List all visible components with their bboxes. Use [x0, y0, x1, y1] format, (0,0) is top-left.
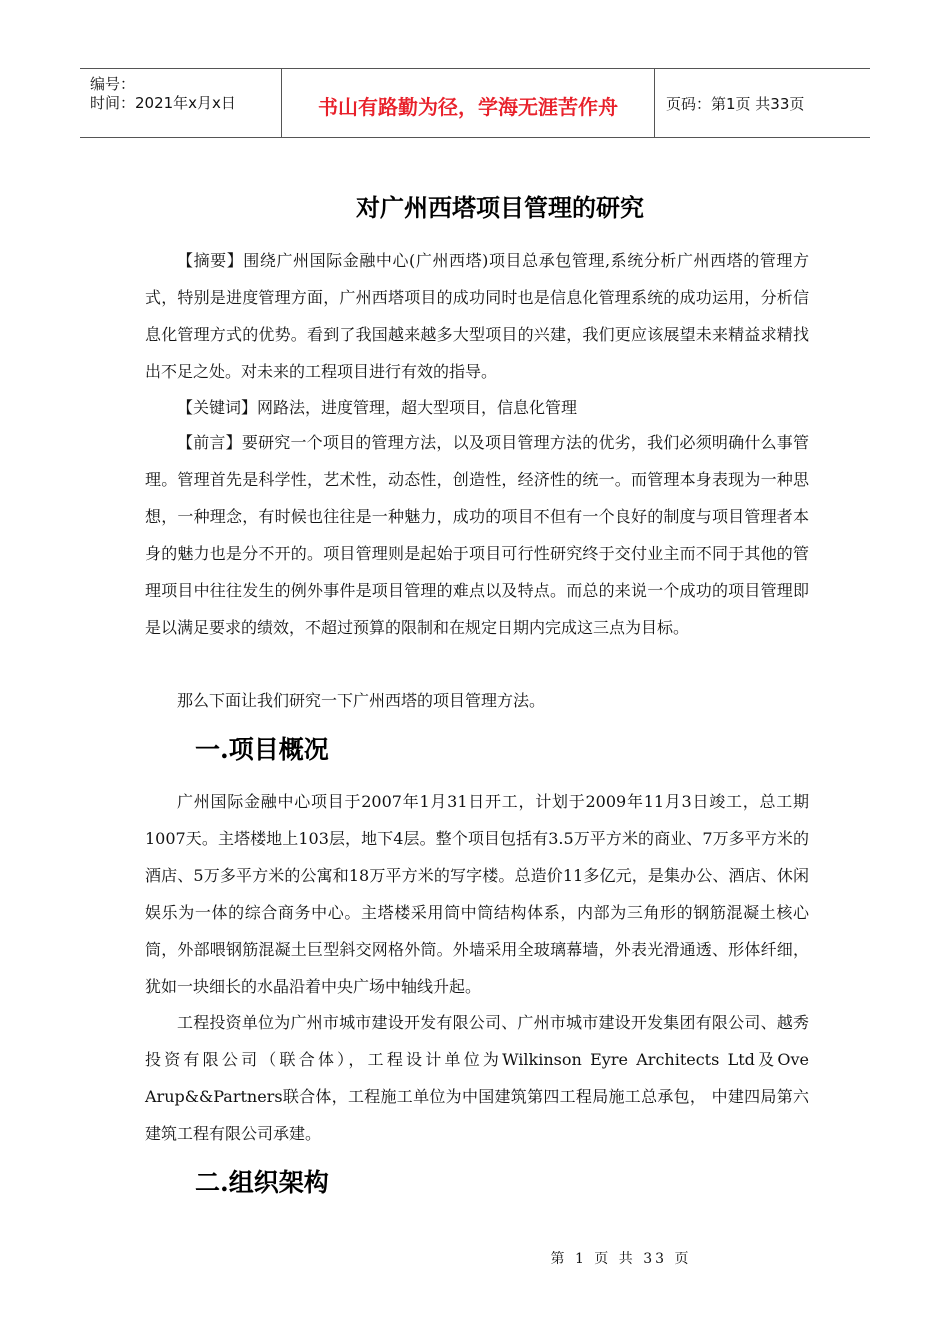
keywords-paragraph: 【关键词】网路法，进度管理，超大型项目，信息化管理	[177, 398, 578, 417]
abstract-paragraph: 【摘要】围绕广州国际金融中心(广州西塔)项目总承包管理,系统分析广州西塔的管理方式，特别是进度管理方面，广州西塔项目的成功同时也是信息化管理系统的成功运用，分析信息化管理方式的优势。看到了我国越来越多大型项目的兴建，我们更应该展望未来精益求精找出不足之处。对未来的工程项目进行有效的指导。	[145, 251, 809, 381]
investors-paragraph: 工程投资单位为广州市城市建设开发有限公司、广州市城市建设开发集团有限公司、越秀投资有限公司（联合体），工程设计单位为Wilkinson Eyre Architects Ltd及Ove Arup&&Partners联合体，工程施工单位为中国建筑第四工程局施工总承包， 中建四局第六建筑工程有限公司承建。	[145, 1013, 809, 1143]
overview-paragraph: 广州国际金融中心项目于2007年1月31日开工，计划于2009年11月3日竣工，总工期1007天。主塔楼地上103层，地下4层。整个项目包括有3.5万平方米的商业、7万多平方米的酒店、5万多平方米的公寓和18万平方米的写字楼。总造价11多亿元，是集办公、酒店、休闲娱乐为一体的综合商务中心。主塔楼采用筒中筒结构体系，内部为三角形的钢筋混凝土核心筒，外部喂钢筋混凝土巨型斜交网格外筒。外墙采用全玻璃幕墙，外表光滑通透、形体纤细，犹如一块细长的水晶沿着中央广场中轴线升起。	[145, 792, 809, 996]
document-title: 对广州西塔项目管理的研究	[356, 193, 644, 222]
preface-paragraph: 【前言】要研究一个项目的管理方法，以及项目管理方法的优劣，我们必须明确什么事管理。管理首先是科学性，艺术性，动态性，创造性，经济性的统一。而管理本身表现为一种思想，一种理念，有时候也往往是一种魅力，成功的项目不但有一个良好的制度与项目管理者本身的魅力也是分不开的。项目管理则是起始于项目可行性研究终于交付业主而不同于其他的管理项目中往往发生的例外事件是项目管理的难点以及特点。而总的来说一个成功的项目管理即是以满足要求的绩效，不超过预算的限制和在规定日期内完成这三点为目标。	[145, 433, 809, 637]
header-motto: 书山有路勤为径，学海无涯苦作舟	[318, 95, 618, 119]
document-date-label: 时间：2021年x月x日	[90, 94, 236, 112]
document-number-label: 编号：	[90, 75, 136, 93]
header-page-cell	[656, 69, 870, 137]
header-page-number: 页码：第1页 共33页	[666, 95, 805, 113]
header-motto-cell	[282, 69, 655, 137]
page-footer: 第 1 页 共 33 页	[550, 1251, 692, 1267]
header-table	[80, 68, 870, 138]
transition-paragraph: 那么下面让我们研究一下广州西塔的项目管理方法。	[177, 691, 546, 710]
section-heading-overview: 一.项目概况	[195, 735, 329, 764]
section-heading-organization: 二.组织架构	[195, 1168, 329, 1197]
header-info-cell	[80, 69, 282, 137]
